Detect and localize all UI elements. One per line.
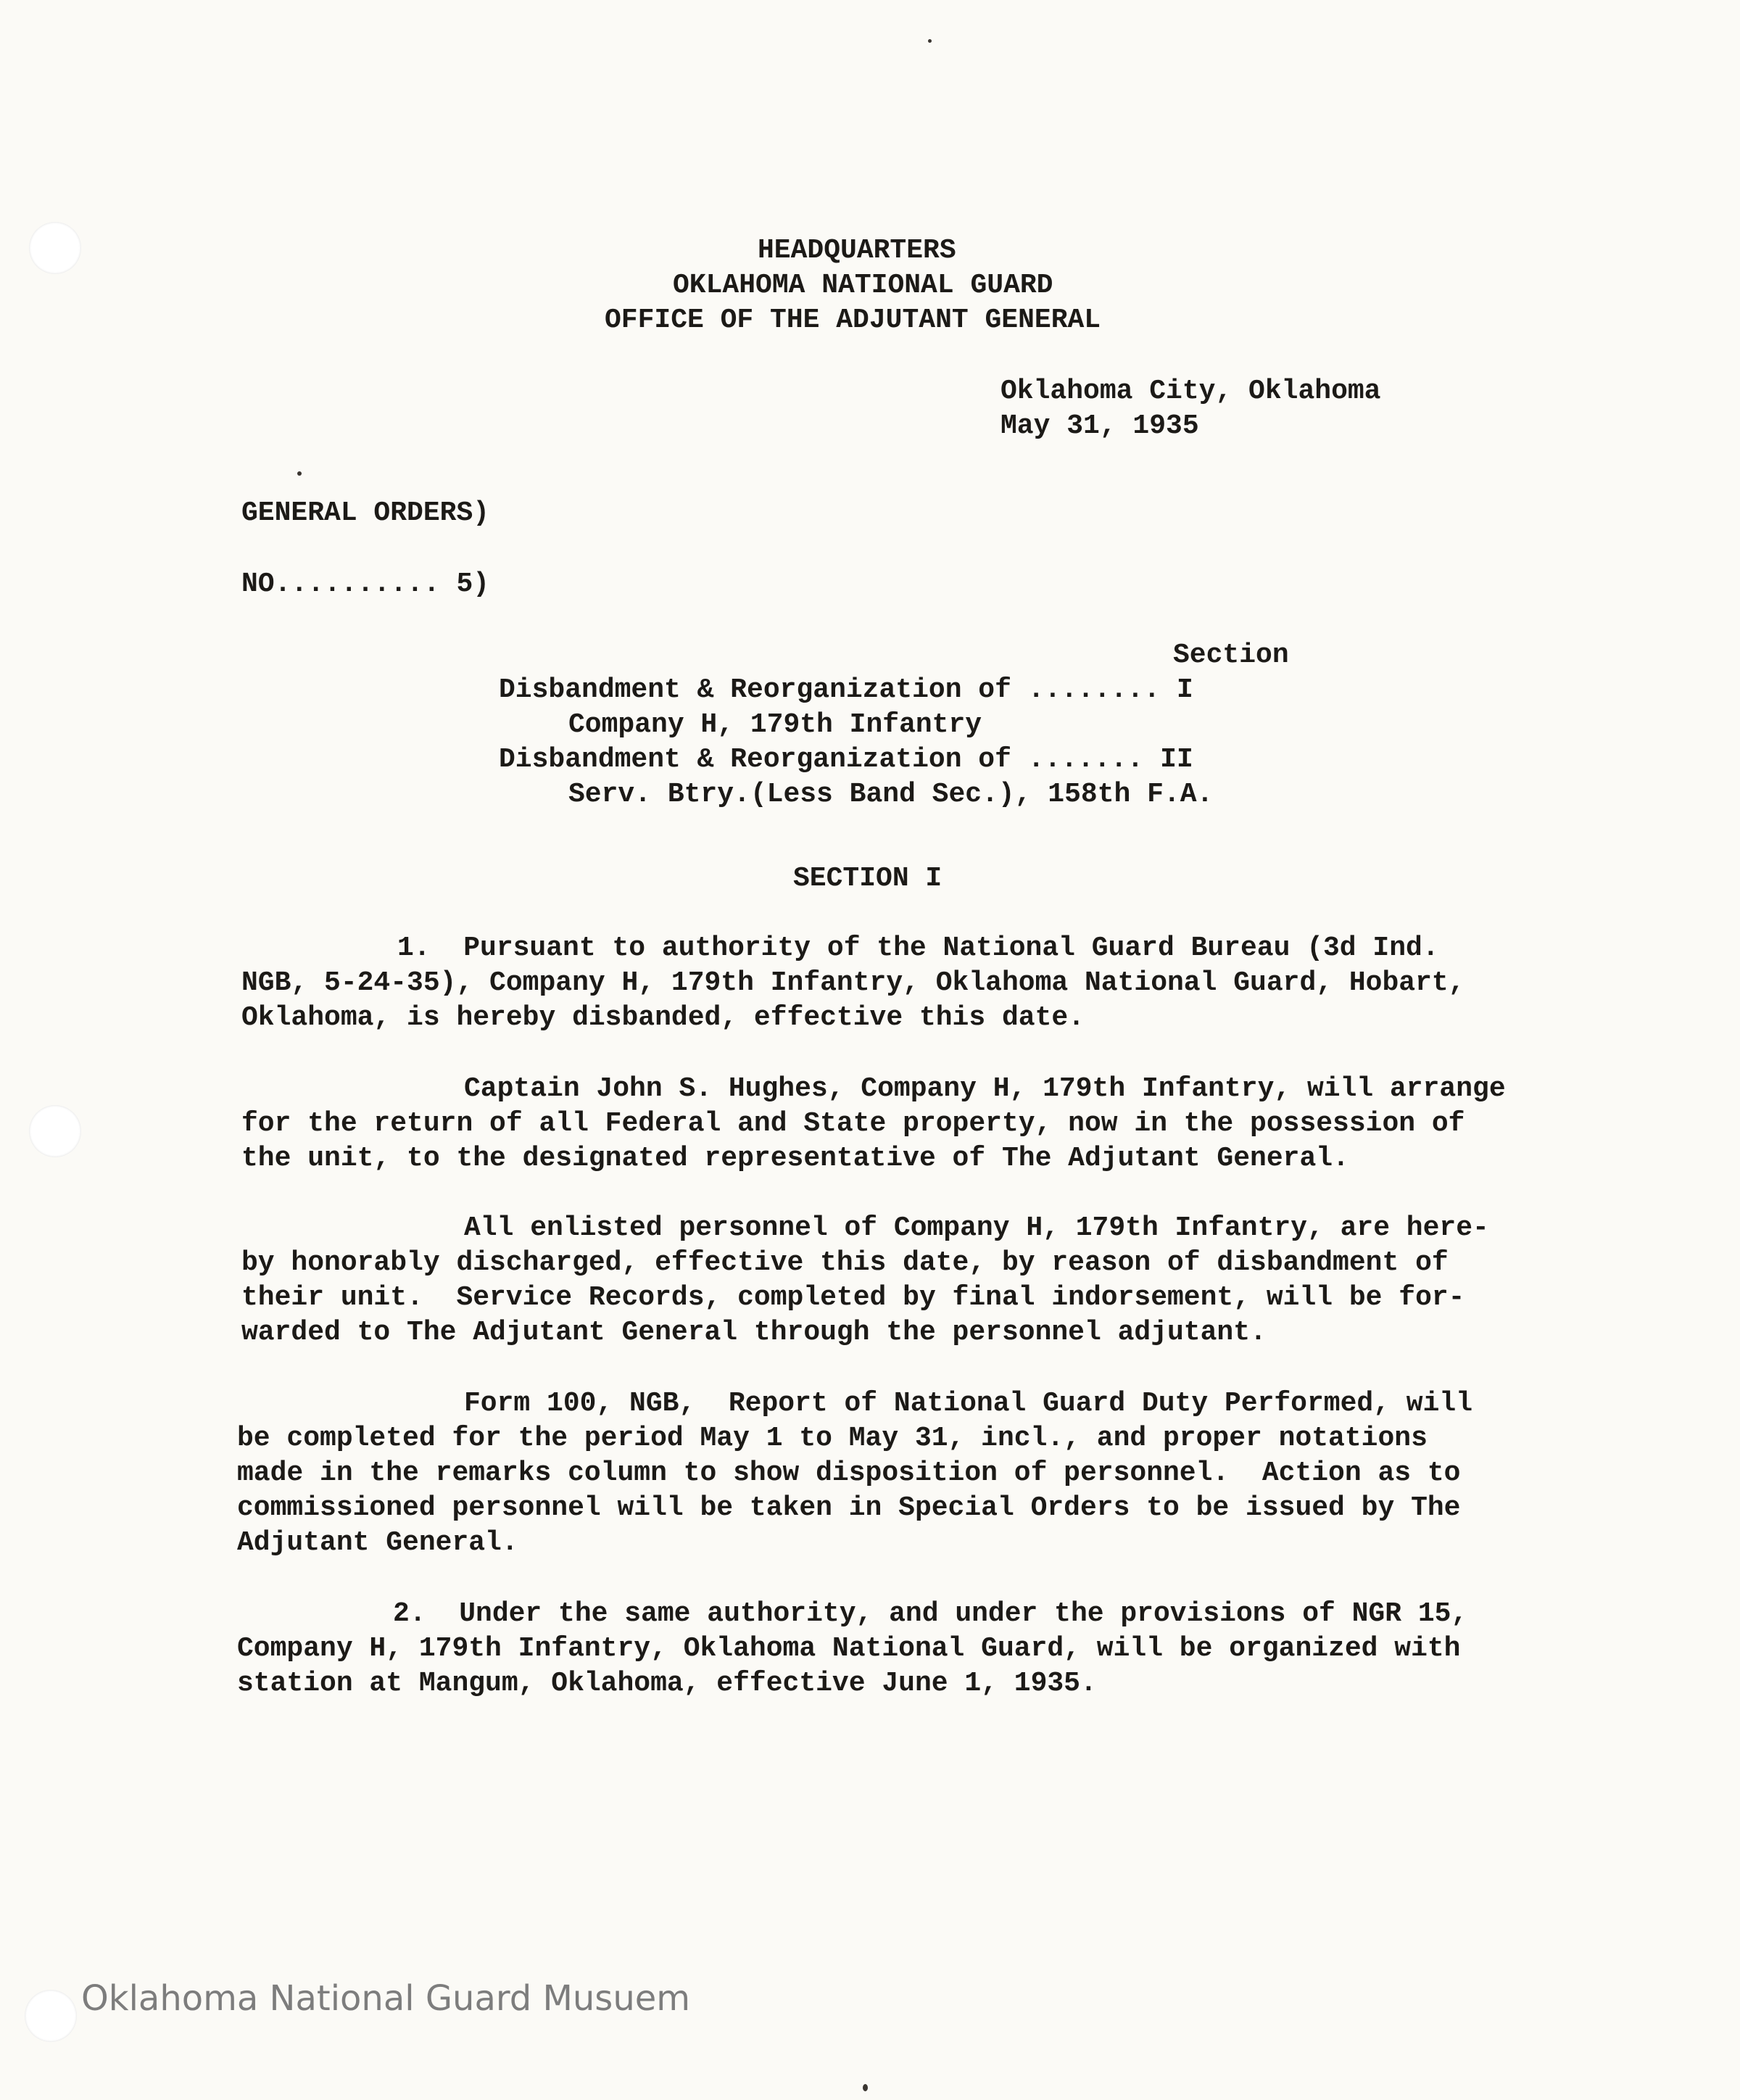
- museum-watermark: Oklahoma National Guard Musuem: [81, 1978, 691, 2019]
- paragraph-line: by honorably discharged, effective this date, by reason of disbandment of: [241, 1247, 1449, 1278]
- paragraph-line: for the return of all Federal and State property, now in the possession of: [241, 1108, 1465, 1139]
- place-line: Oklahoma City, Oklahoma: [1000, 376, 1381, 407]
- punch-hole-top: [29, 222, 81, 274]
- date-line: May 31, 1935: [1000, 410, 1199, 442]
- paragraph-line: 2. Under the same authority, and under the provisions of NGR 15,: [393, 1598, 1468, 1629]
- order-number: NO.......... 5): [241, 569, 490, 600]
- paragraph-line: Company H, 179th Infantry, Oklahoma National Guard, will be organized with: [237, 1633, 1461, 1664]
- paragraph-line: warded to The Adjutant General through the personnel adjutant.: [241, 1317, 1267, 1348]
- contents-heading: Section: [1173, 640, 1289, 671]
- paragraph-line: Oklahoma, is hereby disbanded, effective this date.: [241, 1002, 1085, 1033]
- punch-hole-bottom: [25, 1990, 77, 2042]
- paper-speck: [928, 39, 932, 43]
- paragraph-line: station at Mangum, Oklahoma, effective June 1, 1935.: [237, 1668, 1097, 1699]
- paragraph-line: be completed for the period May 1 to May 31, incl., and proper notations: [237, 1423, 1428, 1454]
- paragraph-line: made in the remarks column to show disposition of personnel. Action as to: [237, 1458, 1461, 1489]
- paragraph-line: Form 100, NGB, Report of National Guard Duty Performed, will: [464, 1388, 1473, 1419]
- punch-hole-middle: [29, 1105, 81, 1157]
- header-headquarters: HEADQUARTERS: [758, 235, 956, 266]
- contents-entry-1-title: Disbandment & Reorganization of ........ I: [499, 674, 1193, 706]
- paper-speck: [863, 2084, 868, 2091]
- contents-entry-2-title: Disbandment & Reorganization of ....... II: [499, 744, 1193, 775]
- paragraph-line: Captain John S. Hughes, Company H, 179th Infantry, will arrange: [464, 1073, 1506, 1104]
- paragraph-line: Adjutant General.: [237, 1527, 518, 1558]
- paragraph-line: commissioned personnel will be taken in Special Orders to be issued by The: [237, 1492, 1461, 1524]
- paragraph-line: NGB, 5-24-35), Company H, 179th Infantry, Oklahoma National Guard, Hobart,: [241, 967, 1465, 999]
- contents-entry-1-subject: Company H, 179th Infantry: [568, 709, 982, 740]
- section-title: SECTION I: [793, 863, 942, 894]
- paragraph-line: their unit. Service Records, completed by final indorsement, will be for-: [241, 1282, 1465, 1313]
- paragraph-line: the unit, to the designated representative of The Adjutant General.: [241, 1143, 1349, 1174]
- paragraph-line: 1. Pursuant to authority of the National Guard Bureau (3d Ind.: [397, 933, 1439, 964]
- header-organization: OKLAHOMA NATIONAL GUARD: [673, 270, 1053, 301]
- header-office: OFFICE OF THE ADJUTANT GENERAL: [605, 305, 1101, 336]
- general-orders-label: GENERAL ORDERS): [241, 497, 490, 529]
- paper-speck: [297, 471, 302, 476]
- paragraph-line: All enlisted personnel of Company H, 179th Infantry, are here-: [464, 1212, 1489, 1244]
- contents-entry-2-subject: Serv. Btry.(Less Band Sec.), 158th F.A.: [568, 779, 1214, 810]
